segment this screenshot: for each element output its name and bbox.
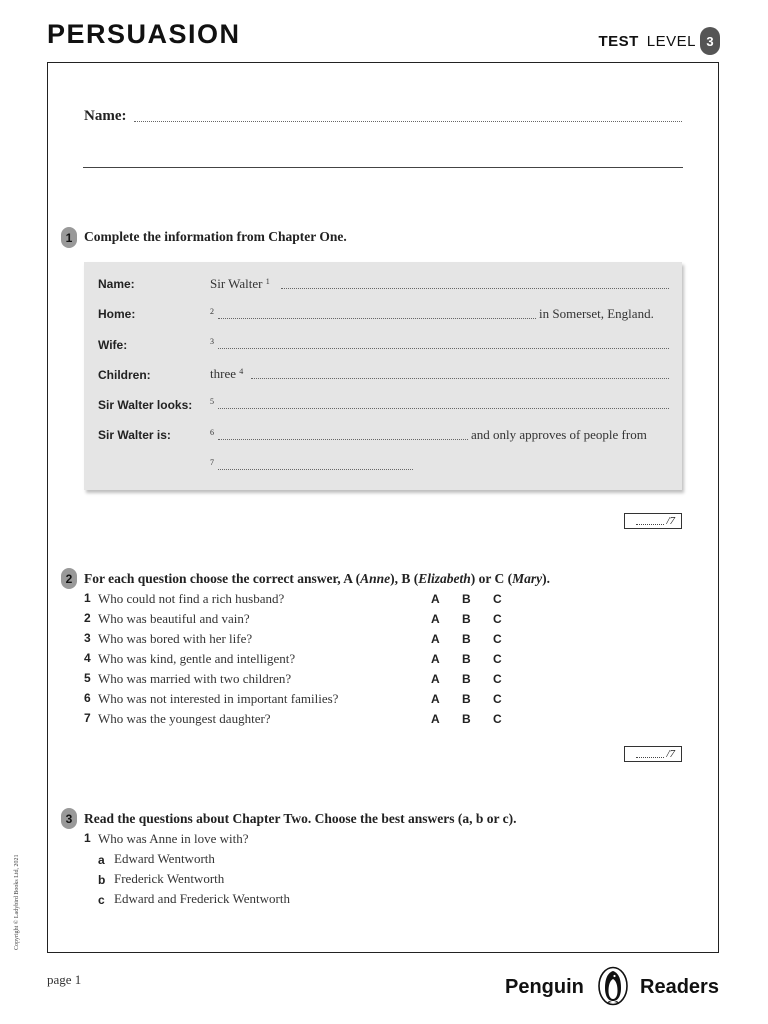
q2-item-number: 4	[84, 651, 91, 665]
q2-item-text: Who was the youngest daughter?	[98, 711, 271, 726]
q2-item-number: 3	[84, 631, 91, 645]
answer-6-field[interactable]	[218, 430, 468, 440]
q1-score-box[interactable]: /7	[624, 513, 682, 529]
row-label-looks: Sir Walter looks:	[98, 398, 193, 412]
answer-2-field[interactable]	[218, 309, 536, 319]
row-name-text: Sir Walter $^1$	[210, 276, 270, 291]
row-label-is: Sir Walter is:	[98, 428, 171, 442]
question-2-number: 2	[61, 568, 77, 589]
q2-item-number: 1	[84, 591, 91, 605]
copyright-text: Copyright © Ladybird Books Ltd, 2021	[14, 854, 20, 950]
q2-item-text: Who was married with two children?	[98, 671, 292, 686]
question-1-title: Complete the information from Chapter One.	[84, 229, 347, 244]
name-second-line[interactable]	[83, 167, 683, 168]
row-is-sup: 6	[210, 428, 214, 437]
page-title: PERSUASION	[47, 19, 241, 49]
q2-item-2-choice-c[interactable]: C	[493, 612, 502, 626]
question-2-title: For each question choose the correct answer, A (Anne), B (Elizabeth) or C (Mary).	[84, 571, 550, 586]
brand-readers: Readers	[640, 976, 719, 998]
q2-item-number: 2	[84, 611, 91, 625]
brand-penguin: Penguin	[505, 976, 584, 998]
q2-item-7-choice-a[interactable]: A	[431, 712, 440, 726]
answer-7-field[interactable]	[218, 460, 413, 470]
question-1-number: 1	[61, 227, 77, 248]
q2-item-6-choice-c[interactable]: C	[493, 692, 502, 706]
row-wife-sup: 3	[210, 337, 214, 346]
row-label-wife: Wife:	[98, 338, 128, 352]
q2-item-7-choice-b[interactable]: B	[462, 712, 471, 726]
q3-option-c-letter[interactable]: c	[98, 893, 105, 907]
test-level-header	[598, 27, 720, 55]
q2-item-5-choice-c[interactable]: C	[493, 672, 502, 686]
row-home-suffix: in Somerset, England.	[539, 306, 654, 321]
q2-item-4-choice-b[interactable]: B	[462, 652, 471, 666]
q3-option-c[interactable]: Edward and Frederick Wentworth	[114, 891, 290, 906]
row-home-sup: 2	[210, 307, 214, 316]
q2-item-1-choice-a[interactable]: A	[431, 592, 440, 606]
q2-score-box[interactable]: /7	[624, 746, 682, 762]
row-children-text: three $^4$	[210, 366, 244, 381]
q3-item-1-text: Who was Anne in love with?	[98, 831, 249, 846]
q2-item-1-choice-b[interactable]: B	[462, 592, 471, 606]
q3-option-a[interactable]: Edward Wentworth	[114, 851, 215, 866]
q2-item-5-choice-b[interactable]: B	[462, 672, 471, 686]
row-7-sup: 7	[210, 458, 214, 467]
q2-item-6-choice-a[interactable]: A	[431, 692, 440, 706]
q2-item-number: 5	[84, 671, 91, 685]
question-3-number: 3	[61, 808, 77, 829]
answer-4-field[interactable]	[251, 369, 669, 379]
q2-item-number: 7	[84, 711, 91, 725]
q2-item-2-choice-b[interactable]: B	[462, 612, 471, 626]
q2-item-text: Who was kind, gentle and intelligent?	[98, 651, 296, 666]
level-label: LEVEL	[646, 32, 696, 50]
q2-item-6-choice-b[interactable]: B	[462, 692, 471, 706]
q2-item-1-choice-c[interactable]: C	[493, 592, 502, 606]
question-3-title: Read the questions about Chapter Two. Choose the best answers (a, b or c).	[84, 811, 517, 826]
q2-item-2-choice-a[interactable]: A	[431, 612, 440, 626]
q2-item-text: Who could not find a rich husband?	[98, 591, 285, 606]
answer-5-field[interactable]	[218, 399, 669, 409]
row-label-home: Home:	[98, 307, 136, 321]
q2-item-3-choice-c[interactable]: C	[493, 632, 502, 646]
answer-3-field[interactable]	[218, 339, 669, 349]
q2-item-4-choice-c[interactable]: C	[493, 652, 502, 666]
level-badge: 3	[700, 27, 720, 55]
penguin-logo-icon	[597, 966, 629, 1006]
q2-item-text: Who was not interested in important families?	[98, 691, 339, 706]
row-label-children: Children:	[98, 368, 151, 382]
row-looks-sup: 5	[210, 397, 214, 406]
q3-option-b-letter[interactable]: b	[98, 873, 106, 887]
q2-item-text: Who was beautiful and vain?	[98, 611, 250, 626]
q2-item-number: 6	[84, 691, 91, 705]
name-field[interactable]	[134, 111, 682, 122]
q2-item-text: Who was bored with her life?	[98, 631, 253, 646]
q2-item-3-choice-a[interactable]: A	[431, 632, 440, 646]
test-label: TEST	[598, 32, 639, 50]
q2-item-7-choice-c[interactable]: C	[493, 712, 502, 726]
page-number: page 1	[47, 972, 82, 987]
row-label-name: Name:	[98, 277, 135, 291]
q3-option-a-letter[interactable]: a	[98, 853, 105, 867]
name-label: Name:	[84, 108, 127, 124]
row-is-suffix: and only approves of people from	[471, 427, 647, 442]
q2-item-3-choice-b[interactable]: B	[462, 632, 471, 646]
q2-item-5-choice-a[interactable]: A	[431, 672, 440, 686]
q2-item-4-choice-a[interactable]: A	[431, 652, 440, 666]
q3-option-b[interactable]: Frederick Wentworth	[114, 871, 225, 886]
answer-1-field[interactable]	[281, 279, 669, 289]
